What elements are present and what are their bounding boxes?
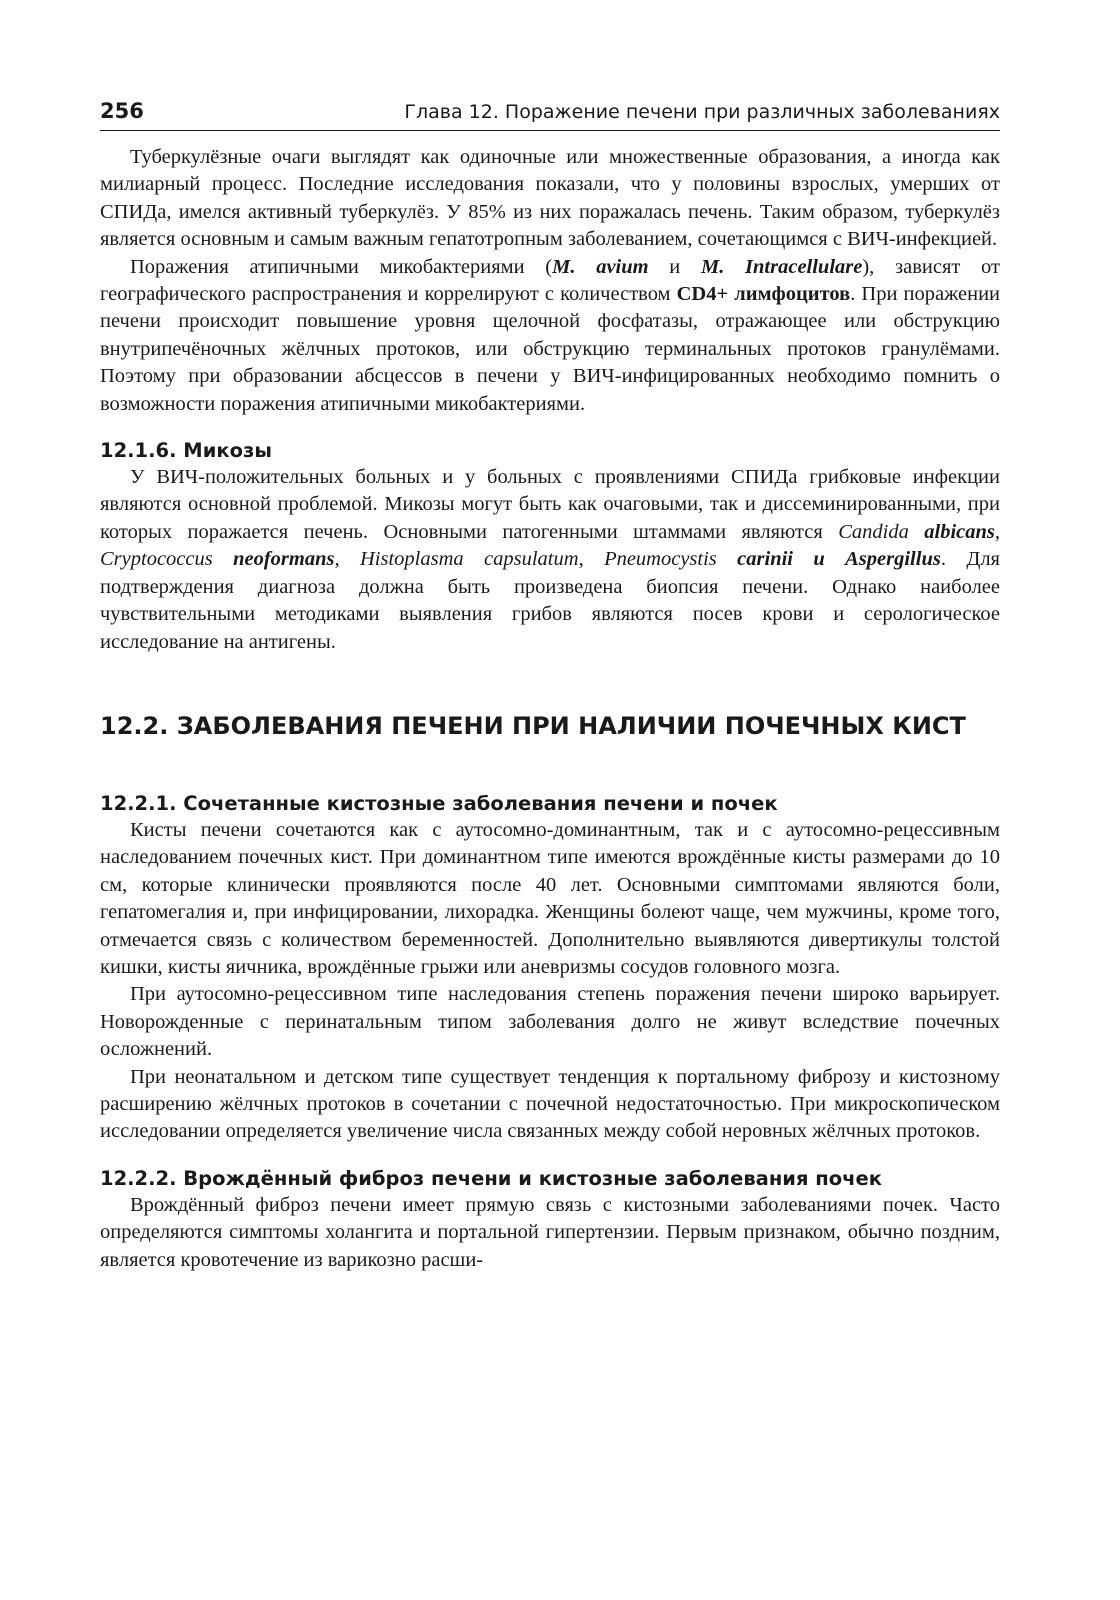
text-run: . Для подтверждения диагноза должна быть произведена биопсия печени. Однако наиболее чувствительными методиками выявления грибов являются посев крови и серологическое исследование на антигены. <box>100 548 1000 653</box>
species-name: M. avium <box>552 255 649 278</box>
genus-name: Pneumocystis <box>604 548 717 571</box>
subsection-heading-congenital-fibrosis: 12.2.2. Врождённый фиброз печени и кистозные заболевания почек <box>100 1166 882 1190</box>
paragraph-tuberculosis: Туберкулёзные очаги выглядят как одиночные или множественные образования, а иногда как милиарный процесс. Последние исследования показали, что у половины взрослых, умерших от СПИДа, имелся активный туберкулёз. У 85% из них поражалась печень. Таким образом, туберкулёз является основным и самым важным гепатотропным заболеванием, сочетающимся с ВИЧ-инфекцией. <box>100 146 1000 251</box>
page-body <box>100 144 1000 1274</box>
genus-name: Candida <box>838 520 909 543</box>
paragraph-atypical-mycobacteria <box>100 254 1000 418</box>
text-run: ), зависят от географического распространения и коррелируют с количеством <box>100 255 1000 306</box>
genus-name: Cryptococcus <box>100 548 213 571</box>
page-number: 256 <box>100 99 144 123</box>
subsection-heading-combined-cysts: 12.2.1. Сочетанные кистозные заболевания печени и почек <box>100 791 778 815</box>
cd4-term: CD4+ лимфоцитов <box>676 283 851 306</box>
text-run: . При поражении печени происходит повышение уровня щелочной фосфатазы, отражающее или обструкцию внутрипечёночных жёлчных протоков, или обструкцию терминальных протоков гранулёмами. Поэтому при образовании абсцессов в печени у ВИЧ-инфицированных необходимо помнить о возможности поражения атипичными микобактериями. <box>100 283 1001 415</box>
species-name: Histoplasma capsulatum <box>360 548 579 571</box>
text-run: Поражения атипичными микобактериями ( <box>130 255 553 278</box>
text-run: У ВИЧ-положительных больных и у больных с проявлениями СПИДа грибковые инфекции являются основной проблемой. Микозы могут быть как очаговыми, так и диссеминированными, при которых поражается печень. Основными патогенными штаммами являются <box>100 466 1000 543</box>
text-run: и <box>648 255 701 278</box>
paragraph-liver-cysts: Кисты печени сочетаются как с аутосомно-доминантным, так и с аутосомно-рецессивным наследованием почечных кист. При доминантном типе имеются врождённые кисты размерами до 10 см, которые клинически проявляются после 40 лет. Основными симптомами являются боли, гепатомегалия и, при инфицировании, лихорадка. Женщины болеют чаще, чем мужчины, кроме того, отмечается связь с количеством беременностей. Дополнительно выявляются дивертикулы толстой кишки, кисты яичника, врождённые грыжи или аневризмы сосудов головного мозга. <box>100 818 1000 978</box>
paragraph-mycoses: У ВИЧ-положительных больных и у больных с проявлениями СПИДа грибковые инфекции являются основной проблемой. Микозы могут быть как очаговыми, так и диссеминированными, при которых поражается печень. Основными патогенными штаммами являются Candida albicans, Cryptococcus neoformans, Histoplasma capsulatum, Pneumocystis carinii и Aspergillus. Для подтверждения диагноза должна быть произведена биопсия печени. Однако наиболее чувствительными методиками выявления грибов являются посев крови и серологическое исследование на антигены. <box>100 466 1000 653</box>
species-name: albicans <box>924 520 995 543</box>
paragraph-congenital-fibrosis: Врождённый фиброз печени имеет прямую связь с кистозными заболеваниями почек. Часто определяются симптомы холангита и портальной гипертензии. Первым признаком, обычно поздним, является кровотечение из варикозно расши- <box>100 1193 1000 1271</box>
paragraph-neonatal-type: При неонатальном и детском типе существует тенденция к портальному фиброзу и кистозному расширению жёлчных протоков в сочетании с почечной недостаточностью. При микроскопическом исследовании определяется увеличение числа связанных между собой неровных жёлчных протоков. <box>100 1065 1000 1143</box>
running-header <box>100 96 1000 131</box>
species-name: neoformans <box>233 548 335 571</box>
running-title: Глава 12. Поражение печени при различных заболеваниях <box>404 101 1000 123</box>
subsection-heading-mycoses: 12.1.6. Микозы <box>100 439 272 463</box>
section-heading: 12.2. ЗАБОЛЕВАНИЯ ПЕЧЕНИ ПРИ НАЛИЧИИ ПОЧЕЧНЫХ КИСТ <box>100 711 966 740</box>
species-name: M. Intracellulare <box>700 255 863 278</box>
species-name: carinii и Aspergillus <box>737 548 941 571</box>
paragraph-recessive-type: При аутосомно-рецессивном типе наследования степень поражения печени широко варьирует. Новорожденные с перинатальным типом заболевания долго не живут вследствие почечных осложнений. <box>100 983 1000 1061</box>
